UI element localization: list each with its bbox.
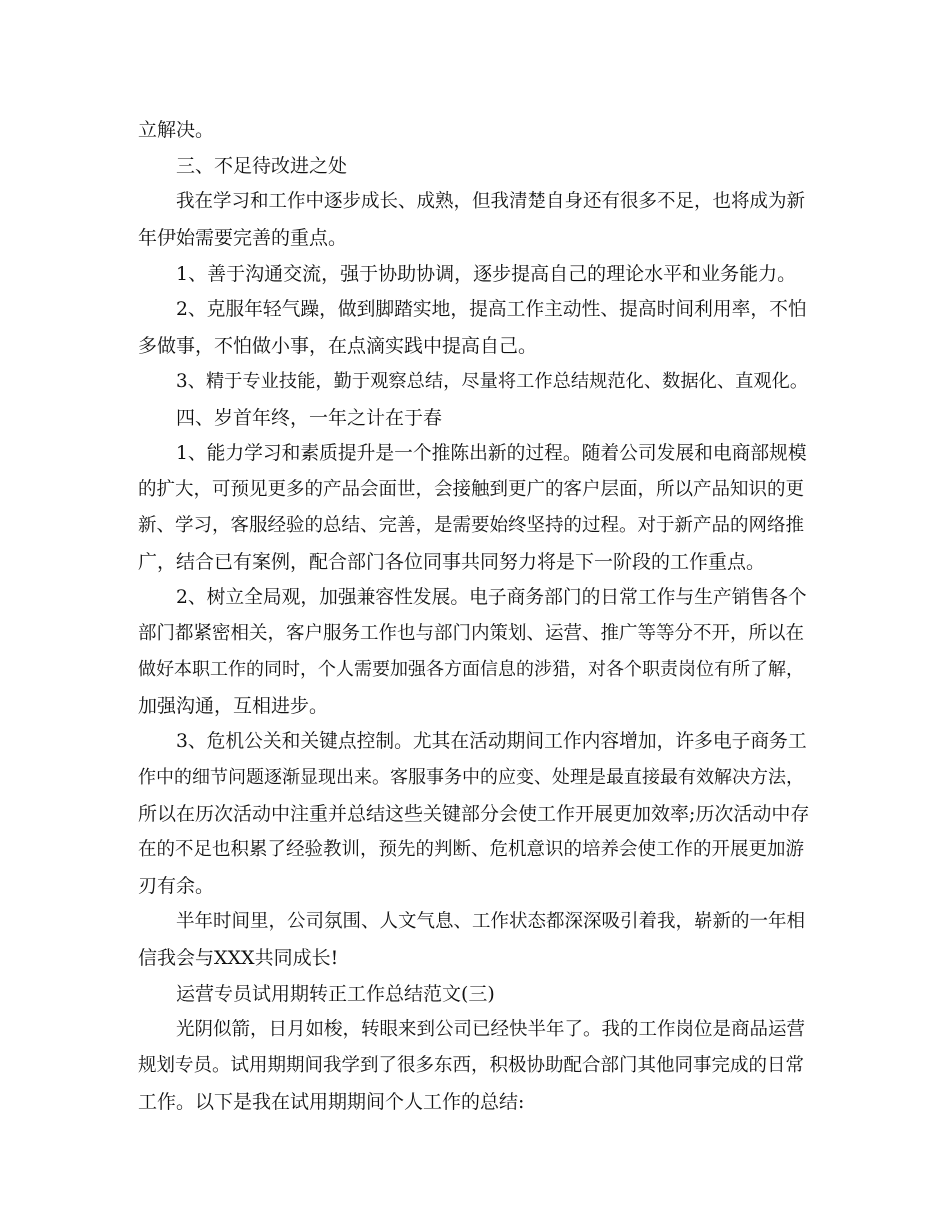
section-heading: 三、不足待改进之处: [176, 155, 348, 177]
text-line: 多做事，不怕做小事，在点滴实践中提高自己。: [138, 335, 538, 357]
list-item: 3、精于专业技能，勤于观察总结，尽量将工作总结规范化、数据化、直观化。: [176, 371, 809, 392]
text-line: 广，结合已有案例，配合部门各位同事共同努力将是下一阶段的工作重点。: [138, 551, 766, 573]
list-item: 1、善于沟通交流，强于协助协调，逐步提高自己的理论水平和业务能力。: [176, 263, 797, 285]
article-title: 运营专员试用期转正工作总结范文(三): [176, 983, 495, 1005]
text-line: 工作。以下是我在试用期期间个人工作的总结:: [138, 1091, 525, 1113]
text-line: 加强沟通，互相进步。: [138, 695, 329, 717]
text-line: 信我会与XXX共同成长!: [138, 947, 339, 969]
list-item: 2、树立全局观，加强兼容性发展。电子商务部门的日常工作与生产销售各个: [176, 587, 807, 608]
text-line: 半年时间里，公司氛围、人文气息、工作状态都深深吸引着我，崭新的一年相: [176, 911, 806, 932]
text-line: 所以在历次活动中注重并总结这些关键部分会使工作开展更加效率;历次活动中存: [138, 803, 810, 825]
text-line: 光阴似箭，日月如梭，转眼来到公司已经快半年了。我的工作岗位是商品运营: [176, 1019, 806, 1040]
list-item: 2、克服年轻气躁，做到脚踏实地，提高工作主动性、提高时间利用率，不怕: [176, 299, 807, 320]
list-item: 3、危机公关和关键点控制。尤其在活动期间工作内容增加，许多电子商务工: [176, 731, 807, 752]
text-line: 部门都紧密相关，客户服务工作也与部门内策划、运营、推广等等分不开，所以在: [138, 623, 805, 644]
text-line: 在的不足也积累了经验教训，预先的判断、危机意识的培养会使工作的开展更加游: [138, 839, 805, 860]
text-line: 我在学习和工作中逐步成长、成熟，但我清楚自身还有很多不足，也将成为新: [176, 191, 806, 212]
text-line: 规划专员。试用期期间我学到了很多东西，积极协助配合部门其他同事完成的日常: [138, 1055, 805, 1076]
text-line: 的扩大，可预见更多的产品会面世，会接触到更广的客户层面，所以产品知识的更: [138, 479, 805, 500]
text-line: 年伊始需要完善的重点。: [138, 227, 348, 249]
text-line: 新、学习，客服经验的总结、完善，是需要始终坚持的过程。对于新产品的网络推: [138, 515, 805, 536]
list-item: 1、能力学习和素质提升是一个推陈出新的过程。随着公司发展和电商部规模: [176, 443, 807, 464]
text-line: 刃有余。: [138, 875, 215, 897]
text-line: 做好本职工作的同时，个人需要加强各方面信息的涉猎，对各个职责岗位有所了解，: [138, 659, 804, 680]
section-heading: 四、岁首年终，一年之计在于春: [176, 407, 443, 429]
text-line: 立解决。: [138, 119, 215, 141]
text-line: 作中的细节问题逐渐显现出来。客服事务中的应变、处理是最直接最有效解决方法，: [138, 767, 804, 788]
